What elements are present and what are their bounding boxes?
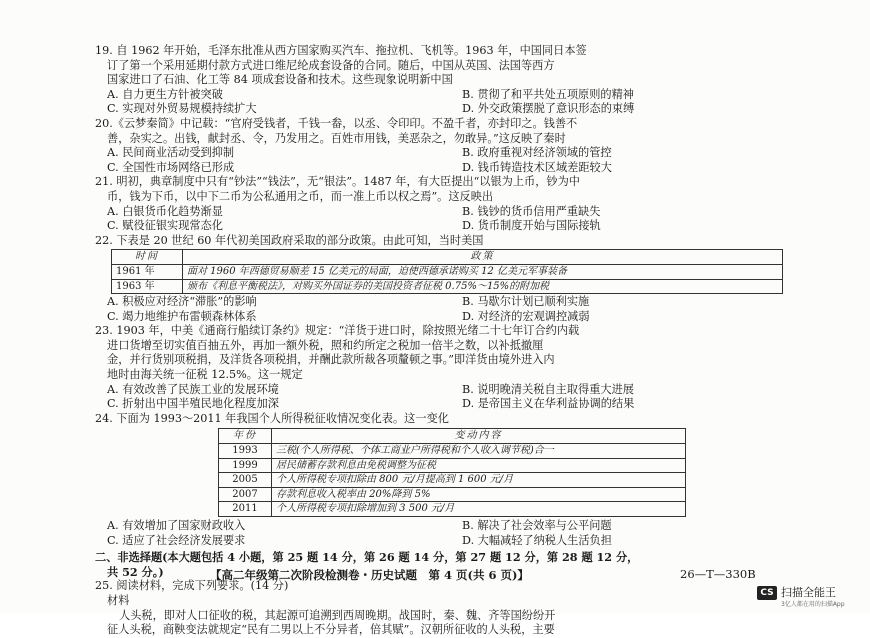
question-23-line: 23. 1903 年，中美《通商行船续订条约》规定：“洋货于进口时，除按照光绪二十七年订合约内载 <box>95 324 580 338</box>
table-cell-change: 存款利息收入税率由 20%降到 5% <box>272 487 686 502</box>
question-20-line: 20.《云梦秦简》中记载：“官府受钱者，千钱一畚，以丞、令印印。不盈千者，亦封印之。钱善不 <box>95 116 578 130</box>
question-21 <box>95 175 795 233</box>
material-line: 人头税，即对人口征收的税，其起源可追溯到西周晚期。战国时，秦、魏、齐等国纷纷开 <box>119 608 556 622</box>
question-22 <box>95 234 795 325</box>
table-header-cell: 时间 <box>112 250 183 265</box>
page-footer <box>210 567 790 583</box>
table-header-row <box>219 429 686 444</box>
table-cell-year: 2005 <box>219 473 272 488</box>
table-cell-year: 1961 年 <box>112 264 183 279</box>
table-header-cell: 变动内容 <box>272 429 686 444</box>
question-23-options <box>95 383 795 412</box>
table-header-row <box>112 250 783 265</box>
question-19-line: 订了第一个采用延期付款方式进口维尼纶成套设备的合同。随后，中国从英国、法国等西方 <box>107 58 555 72</box>
option-d: D. 货币制度开始与国际接轨 <box>462 219 601 233</box>
option-d: D. 大幅减轻了纳税人生活负担 <box>462 533 612 547</box>
option-a: A. 有效改善了民族工业的发展环境 <box>107 382 279 396</box>
question-24-line: 24. 下面为 1993～2011 年我国个人所得税征收情况变化表。这一变化 <box>95 411 449 425</box>
question-21-options <box>95 205 795 234</box>
question-21-line: 币，钱为下币，以中下二币为公私通用之币，而一准上币以权之焉”。这反映出 <box>107 189 494 203</box>
table-header-cell: 政策 <box>183 250 783 265</box>
section-heading-line: 二、非选择题(本大题包括 4 小题，第 25 题 14 分，第 26 题 14 分，第 27 题 12 分，第 28 题 12 分， <box>95 550 639 565</box>
tax-change-table <box>218 428 686 517</box>
option-c: C. 实现对外贸易规模持续扩大 <box>107 102 257 116</box>
question-20-options <box>95 146 795 175</box>
question-24 <box>95 412 795 548</box>
watermark-name: 扫描全能王 <box>781 586 836 599</box>
table-cell-year: 1963 年 <box>112 279 183 294</box>
table-cell-change: 个人所得税专项扣除由 800 元/月提高到 1 600 元/月 <box>272 473 686 488</box>
option-a: A. 积极应对经济“滞胀”的影响 <box>107 295 257 309</box>
option-c: C. 折射出中国半殖民地化程度加深 <box>107 397 279 411</box>
question-25-title: 25. 阅读材料，完成下列要求。(14 分) <box>95 579 289 593</box>
table-cell-change: 个人所得税专项扣除增加到 3 500 元/月 <box>272 502 686 517</box>
option-b: B. 政府重视对经济领域的管控 <box>462 146 612 160</box>
option-b: B. 说明晚清关税自主取得重大进展 <box>462 382 634 396</box>
option-a: A. 自力更生方针被突破 <box>107 87 223 101</box>
option-b: B. 钱钞的货币信用严重缺失 <box>462 204 601 218</box>
section-heading-line: 共 52 分。) <box>107 564 164 579</box>
question-20-line: 善，杂实之。出钱，献封丞、令，乃发用之。百姓市用钱，美恶杂之，勿敢异。”这反映了秦时 <box>107 131 566 145</box>
option-d: D. 是帝国主义在华利益协调的结果 <box>462 397 635 411</box>
table-cell-policy: 颁布《利息平衡税法》，对购买外国证券的美国投资者征税 0.75%～15%的附加税 <box>183 279 783 294</box>
material-line: 征人头税，商鞅变法就规定“民有二男以上不分异者，倍其赋”。汉朝所征收的人头税，主要 <box>107 623 555 637</box>
table-row <box>219 487 686 502</box>
question-21-line: 21. 明初，典章制度中只有“钞法”“钱法”，无“银法”。1487 年，有大臣提出“以银为上币，钞为中 <box>95 175 580 189</box>
question-23 <box>95 324 795 412</box>
option-a: A. 白银货币化趋势渐显 <box>107 204 223 218</box>
camscanner-logo-icon: CS <box>757 586 777 600</box>
option-c: C. 适应了社会经济发展要求 <box>107 533 246 547</box>
table-row <box>219 444 686 459</box>
option-d: D. 对经济的宏观调控减弱 <box>462 309 590 323</box>
scanner-watermark <box>757 584 867 612</box>
option-d: D. 外交政策摆脱了意识形态的束缚 <box>462 102 635 116</box>
question-22-line: 22. 下表是 20 世纪 60 年代初美国政府采取的部分政策。由此可知，当时美国 <box>95 233 484 247</box>
question-24-options <box>95 519 795 548</box>
option-c: C. 赋役征银实现常态化 <box>107 219 223 233</box>
table-cell-policy: 面对 1960 年西德贸易顺差 15 亿美元的局面，迫使西德承诺购买 12 亿美元军事装备 <box>183 264 783 279</box>
option-b: B. 贯彻了和平共处五项原则的精神 <box>462 87 634 101</box>
question-19-options <box>95 88 795 117</box>
option-a: A. 有效增加了国家财政收入 <box>107 519 246 532</box>
watermark-tagline: 3亿人都在用的扫描App <box>781 601 845 608</box>
table-row <box>112 279 783 294</box>
table-row <box>219 502 686 517</box>
table-row <box>112 264 783 279</box>
option-a: A. 民间商业活动受到抑制 <box>107 146 235 160</box>
table-cell-change: 三税(个人所得税、个体工商业户所得税和个人收入调节税)合一 <box>272 444 686 459</box>
material-label: 材料 <box>107 593 130 607</box>
question-23-line: 金，并行货别项税捐，及洋货各项税捐，并酬此款所裁各项釐顿之事。”即洋货由境外进入内 <box>107 353 555 367</box>
question-23-line: 进口货增至切实值百抽五外，再加一额外税，照和约所定之税加一倍半之数，以补抵撤厘 <box>107 338 544 352</box>
question-19-line: 国家进口了石油、化工等 84 项成套设备和技术。这些现象说明新中国 <box>107 73 453 87</box>
table-row <box>219 473 686 488</box>
question-19 <box>95 44 795 117</box>
table-cell-year: 2007 <box>219 487 272 502</box>
footer-title: 【高二年级第二次阶段检测卷・历史试题 第 4 页(共 6 页)】 <box>210 568 529 582</box>
question-content <box>95 44 795 638</box>
table-cell-year: 1999 <box>219 458 272 473</box>
table-header-cell: 年份 <box>219 429 272 444</box>
option-b: B. 解决了社会效率与公平问题 <box>462 519 612 532</box>
question-25 <box>95 579 795 637</box>
table-row <box>219 458 686 473</box>
table-cell-change: 居民储蓄存款利息由免税调整为征税 <box>272 458 686 473</box>
question-20 <box>95 117 795 175</box>
option-c: C. 全国性市场网络已形成 <box>107 160 235 174</box>
option-d: D. 钱币铸造技术区域差距较大 <box>462 160 612 174</box>
exam-code: 26—T—330B <box>680 567 756 581</box>
option-b: B. 马歇尔计划已顺利实施 <box>462 295 590 309</box>
table-cell-year: 1993 <box>219 444 272 459</box>
table-cell-year: 2011 <box>219 502 272 517</box>
question-19-line: 19. 自 1962 年开始，毛泽东批准从西方国家购买汽车、拖拉机、飞机等。1963 年，中国同日本签 <box>95 44 587 57</box>
question-22-options <box>95 295 795 324</box>
option-c: C. 竭力地维护布雷顿森林体系 <box>107 309 257 323</box>
question-23-line: 地时由海关统一征税 12.5%。这一规定 <box>107 368 303 382</box>
policy-table <box>111 249 783 294</box>
